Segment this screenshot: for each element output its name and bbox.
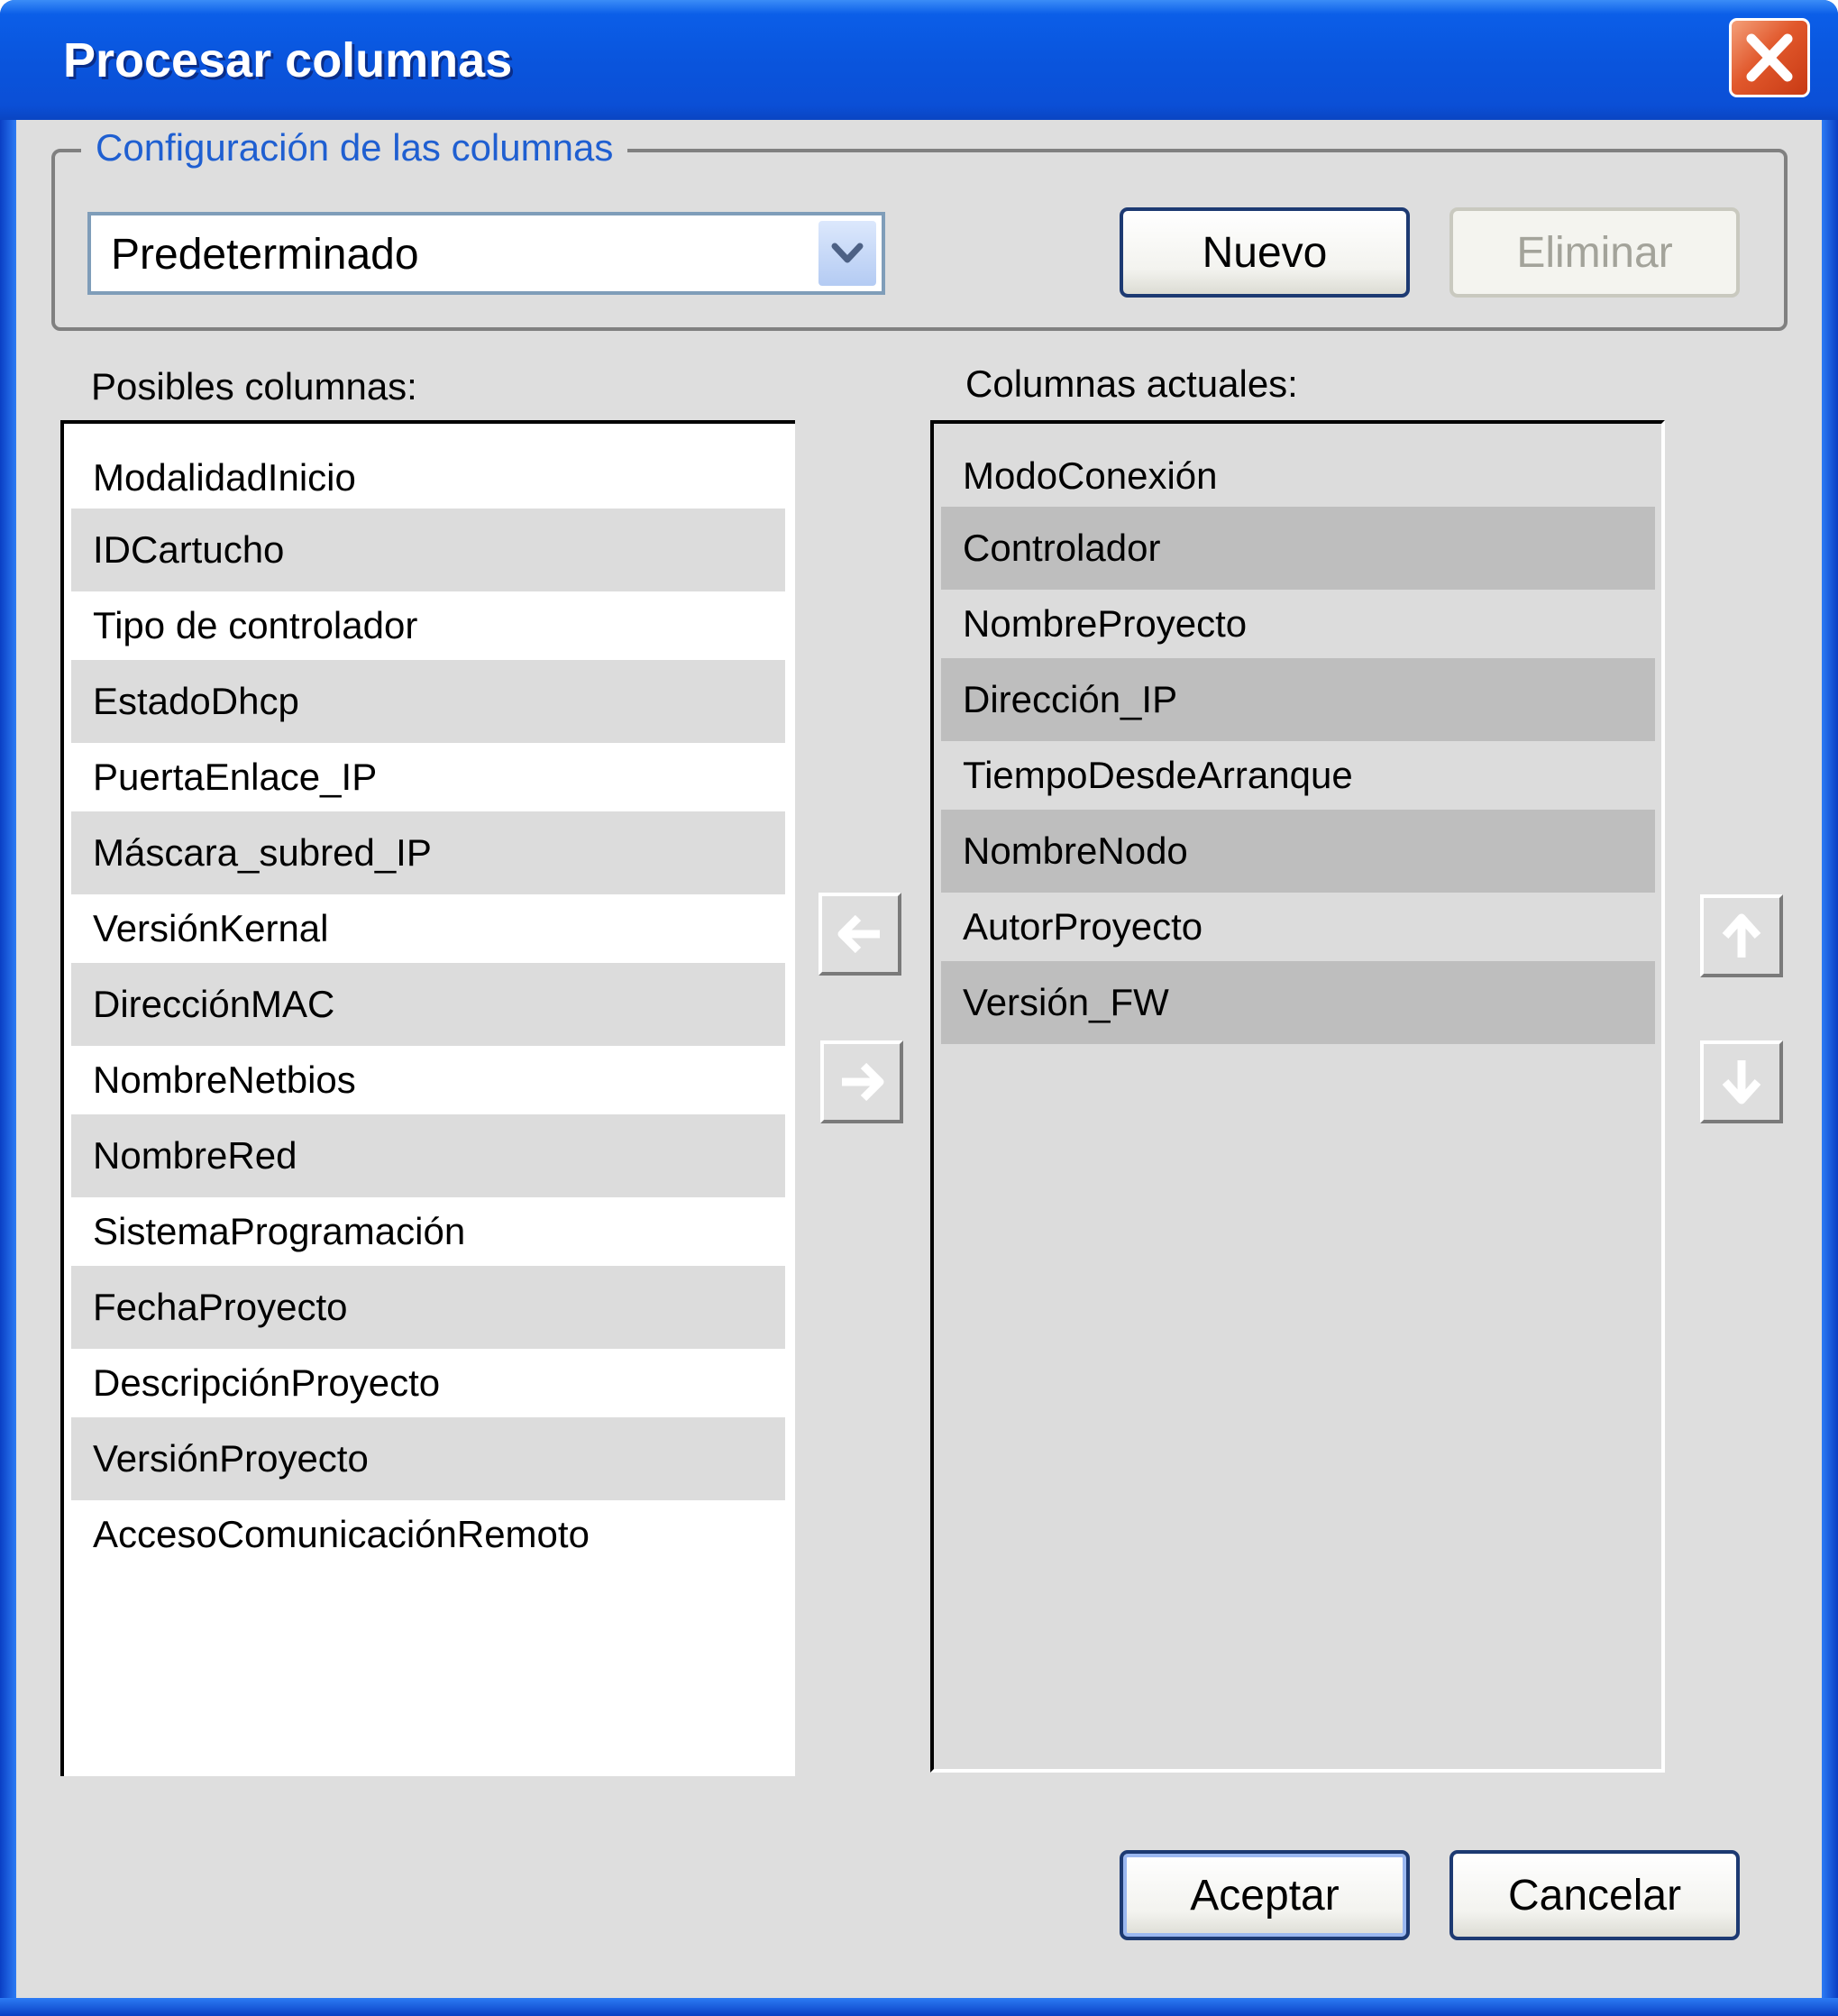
list-item[interactable]: Controlador xyxy=(941,507,1655,590)
list-item[interactable]: TiempoDesdeArranque xyxy=(963,754,1353,796)
list-item[interactable]: DescripciónProyecto xyxy=(93,1361,441,1404)
current-columns-label: Columnas actuales: xyxy=(965,362,1298,405)
delete-button[interactable]: Eliminar xyxy=(1449,207,1740,298)
list-item[interactable]: ModalidadInicio xyxy=(93,456,356,499)
config-select-value: Predeterminado xyxy=(111,231,419,279)
move-up-button[interactable] xyxy=(1700,894,1783,977)
arrow-down-icon xyxy=(1713,1053,1770,1111)
arrow-up-icon xyxy=(1713,907,1770,965)
window-frame-bottom xyxy=(0,1998,1838,2016)
possible-columns-list[interactable] xyxy=(60,420,795,1776)
title-bar[interactable] xyxy=(0,0,1838,120)
list-item[interactable]: Máscara_subred_IP xyxy=(71,811,785,894)
list-item[interactable]: AutorProyecto xyxy=(963,905,1203,948)
list-item[interactable]: NombreNetbios xyxy=(93,1058,356,1101)
list-item[interactable]: Versión_FW xyxy=(941,961,1655,1044)
window-frame-right xyxy=(1822,0,1838,2016)
cancel-button[interactable]: Cancelar xyxy=(1449,1850,1740,1940)
ok-button[interactable]: Aceptar xyxy=(1120,1850,1410,1940)
list-item[interactable]: SistemaProgramación xyxy=(93,1210,466,1252)
close-button[interactable] xyxy=(1729,18,1810,97)
list-item[interactable]: IDCartucho xyxy=(71,509,785,591)
list-item[interactable]: PuertaEnlace_IP xyxy=(93,756,378,798)
move-right-button[interactable] xyxy=(820,1040,903,1123)
dropdown-button[interactable] xyxy=(818,221,876,286)
window-frame-left xyxy=(0,0,16,2016)
possible-columns-label: Posibles columnas: xyxy=(91,365,417,408)
list-item[interactable]: NombreProyecto xyxy=(963,602,1248,645)
list-item[interactable]: NombreRed xyxy=(71,1114,785,1197)
list-item[interactable]: ModoConexión xyxy=(963,454,1218,497)
move-down-button[interactable] xyxy=(1700,1040,1783,1123)
chevron-down-icon xyxy=(829,235,865,271)
current-columns-list[interactable] xyxy=(930,420,1665,1773)
list-item[interactable]: EstadoDhcp xyxy=(71,660,785,743)
move-left-button[interactable] xyxy=(818,893,901,976)
list-item[interactable]: AccesoComunicaciónRemoto xyxy=(93,1513,590,1555)
arrow-right-icon xyxy=(833,1053,891,1111)
new-button[interactable]: Nuevo xyxy=(1120,207,1410,298)
config-select[interactable] xyxy=(87,212,885,295)
dialog-title: Procesar columnas xyxy=(63,33,513,87)
list-item[interactable]: DirecciónMAC xyxy=(71,963,785,1046)
list-item[interactable]: NombreNodo xyxy=(941,810,1655,893)
close-icon xyxy=(1744,32,1795,84)
list-item[interactable]: VersiónProyecto xyxy=(71,1417,785,1500)
list-item[interactable]: Tipo de controlador xyxy=(93,604,418,646)
list-item[interactable]: Dirección_IP xyxy=(941,658,1655,741)
list-item[interactable]: VersiónKernal xyxy=(93,907,329,949)
arrow-left-icon xyxy=(831,905,889,963)
column-config-legend: Configuración de las columnas xyxy=(81,126,627,170)
list-item[interactable]: FechaProyecto xyxy=(71,1266,785,1349)
